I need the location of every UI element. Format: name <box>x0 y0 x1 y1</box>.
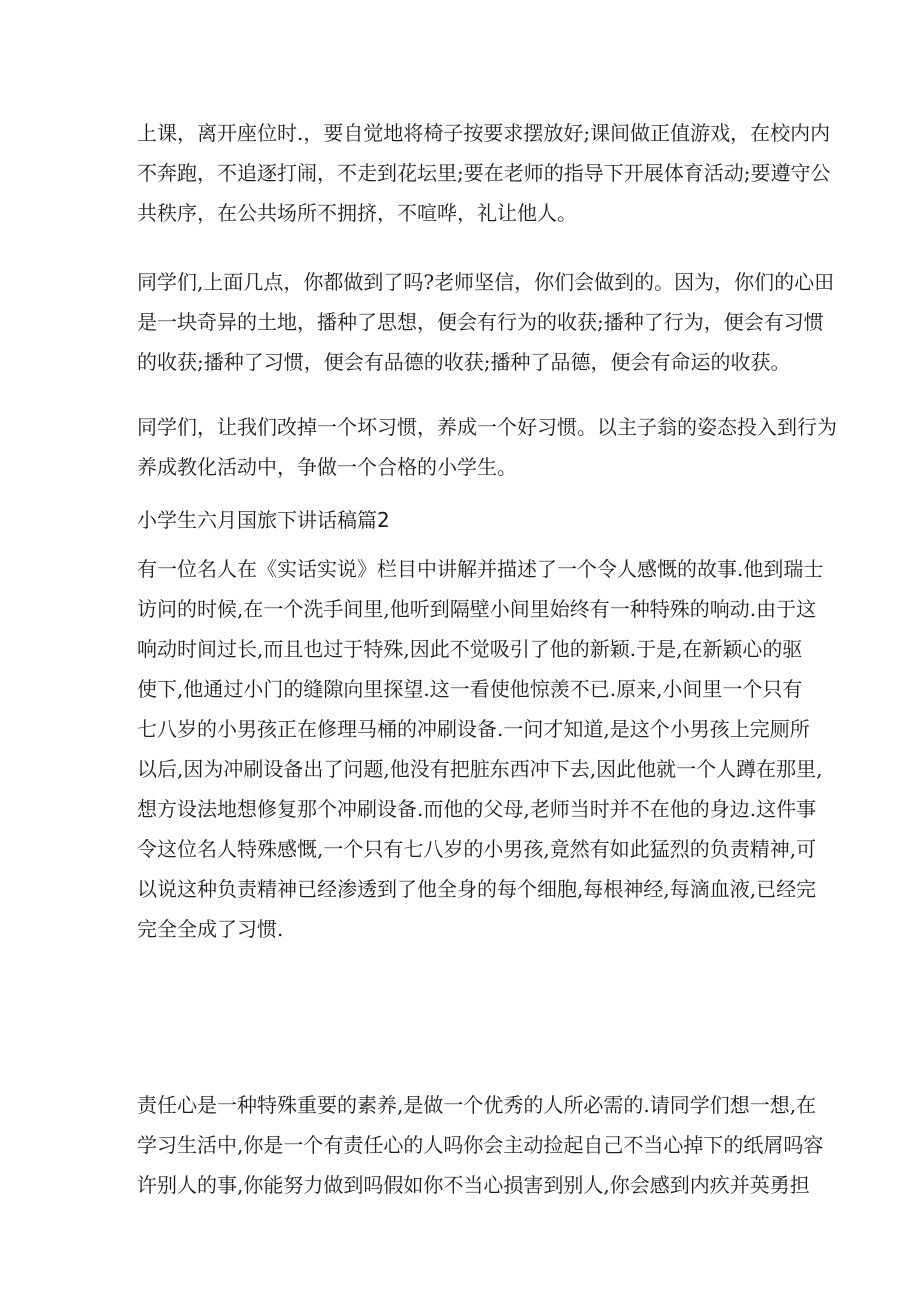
paragraph-line: 以后,因为冲刷设备出了问题,他没有把脏东西冲下去,因此他就一个人蹲在那里, <box>137 757 823 781</box>
paragraph-4 <box>137 549 824 949</box>
paragraph-line: 许别人的事,你能努力做到吗假如你不当心损害到别人,你会感到内疚并英勇担 <box>137 1173 810 1197</box>
paragraph-line: 有一位名人在《实话实说》栏目中讲解并描述了一个令人感慨的故事.他到瑞士 <box>137 557 824 581</box>
paragraph-3 <box>137 407 837 487</box>
paragraph-line: 同学们,上面几点，你都做到了吗?老师坚信，你们会做到的。因为，你们的心田 <box>137 270 835 294</box>
paragraph-line: 七八岁的小男孩正在修理马桶的冲刷设备.一问才知道,是这个小男孩上完厕所 <box>137 717 810 741</box>
paragraph-line: 同学们，让我们改掉一个坏习惯，养成一个好习惯。以主子翁的姿态投入到行为 <box>137 415 837 439</box>
paragraph-5 <box>137 1085 824 1205</box>
paragraph-line: 以说这种负责精神已经渗透到了他全身的每个细胞,每根神经,每滴血液,已经完 <box>137 877 817 901</box>
paragraph-line: 共秩序，在公共场所不拥挤，不喧哗，礼让他人。 <box>137 201 577 225</box>
paragraph-line: 养成教化活动中，争做一个合格的小学生。 <box>137 455 517 479</box>
paragraph-line: 令这位名人特殊感慨,一个只有七八岁的小男孩,竟然有如此猛烈的负责精神,可 <box>137 837 817 861</box>
paragraph-line: 的收获;播种了习惯，便会有品德的收获;播种了品德，便会有命运的收获。 <box>137 350 791 374</box>
paragraph-line: 访问的时候,在一个洗手间里,他听到隔壁小间里始终有一种特殊的响动.由于这 <box>137 597 817 621</box>
paragraph-line: 响动时间过长,而且也过于特殊,因此不觉吸引了他的新颖.于是,在新颖心的驱 <box>137 637 803 661</box>
paragraph-line: 责任心是一种特殊重要的素养,是做一个优秀的人所必需的.请同学们想一想,在 <box>137 1093 817 1117</box>
heading-text: 小学生六月国旅下讲话稿篇2 <box>137 508 390 532</box>
section-heading <box>137 500 797 540</box>
paragraph-2 <box>137 262 835 382</box>
paragraph-line: 是一块奇异的土地，播种了思想，便会有行为的收获;播种了行为，便会有习惯 <box>137 310 824 334</box>
paragraph-line: 学习生活中,你是一个有责任心的人吗你会主动捡起自己不当心掉下的纸屑吗容 <box>137 1133 824 1157</box>
paragraph-line: 使下,他通过小门的缝隙向里探望.这一看使他惊羡不已.原来,小间里一个只有 <box>137 677 803 701</box>
paragraph-line: 不奔跑，不追逐打闹，不走到花坛里;要在老师的指导下开展体育活动;要遵守公 <box>137 161 831 185</box>
paragraph-line: 完全全成了习惯. <box>137 917 284 941</box>
paragraph-line: 想方设法地想修复那个冲刷设备.而他的父母,老师当时并不在他的身边.这件事 <box>137 797 817 821</box>
paragraph-line: 上课，离开座位时.，要自觉地将椅子按要求摆放好;课间做正值游戏，在校内内 <box>137 121 831 145</box>
paragraph-1 <box>137 113 831 233</box>
